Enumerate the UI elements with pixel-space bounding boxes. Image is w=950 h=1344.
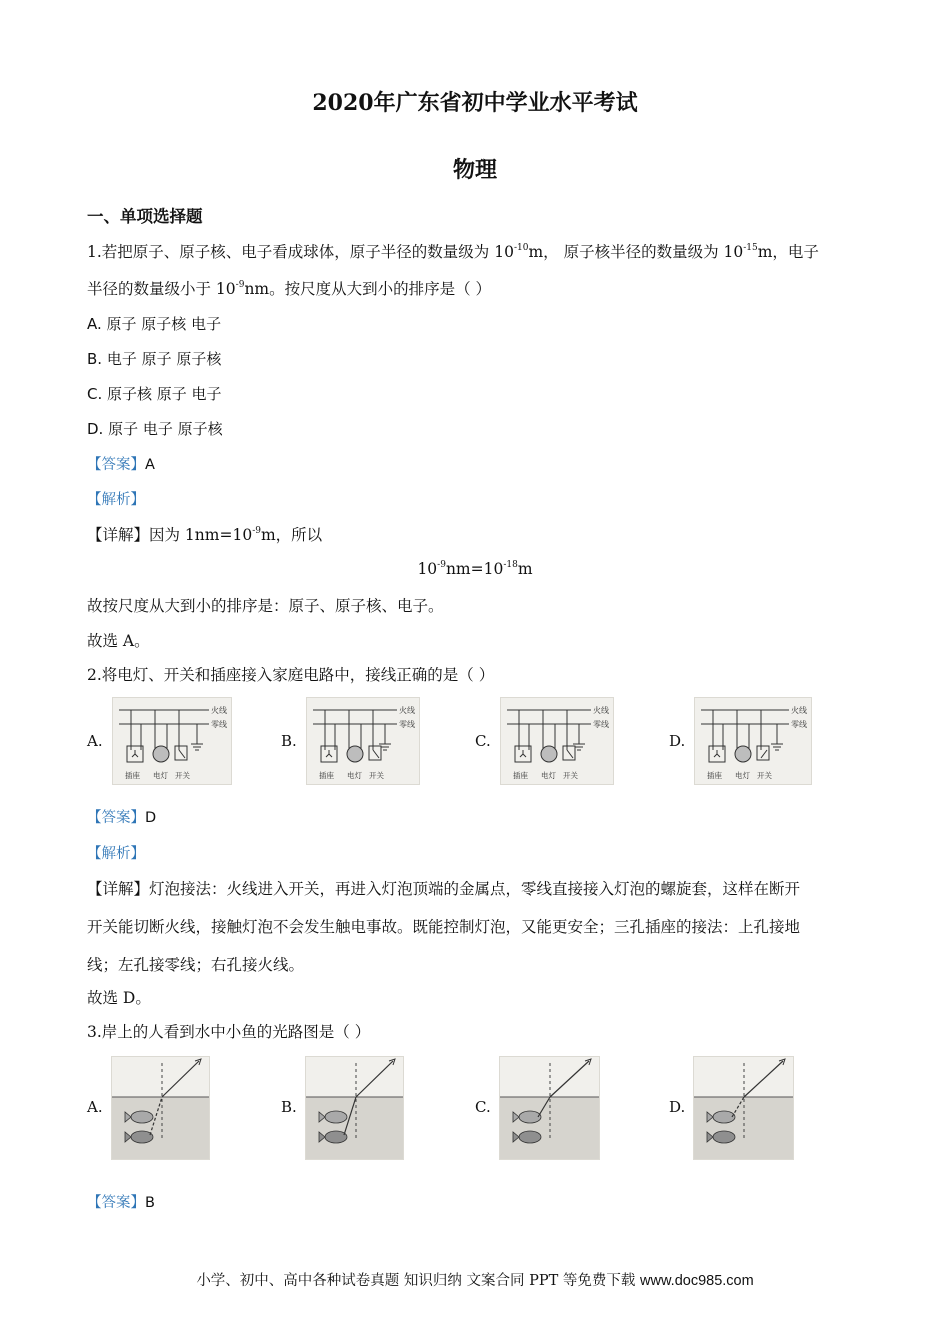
q3-option-b-figure bbox=[281, 1054, 411, 1160]
q3-option-c-label: C. bbox=[475, 1098, 491, 1116]
q3-option-d-figure bbox=[669, 1054, 799, 1160]
q2-detail-line1: 【详解】灯泡接法：火线进入开关，再进入灯泡顶端的金属点，零线直接接入灯泡的螺旋套，这样在断开 bbox=[87, 880, 801, 898]
svg-text:电灯: 电灯 bbox=[735, 771, 750, 780]
q3-option-a-label: A. bbox=[87, 1098, 103, 1116]
q2-option-c-figure bbox=[475, 697, 625, 785]
q2-choose: 故选 D。 bbox=[87, 989, 151, 1007]
q3-option-c-figure bbox=[475, 1054, 605, 1160]
svg-text:火线: 火线 bbox=[593, 706, 609, 715]
q1-option-d: D. 原子 电子 原子核 bbox=[87, 420, 223, 438]
circuit-diagram-a bbox=[112, 697, 232, 785]
circuit-diagram-b bbox=[306, 697, 420, 785]
q3-option-b-label: B. bbox=[281, 1098, 297, 1116]
q2-option-a-label: A. bbox=[87, 732, 103, 750]
svg-text:电灯: 电灯 bbox=[153, 771, 168, 780]
q1-answer: 【答案】A bbox=[87, 457, 155, 473]
q2-analysis-tag: 【解析】 bbox=[87, 846, 145, 862]
svg-text:开关: 开关 bbox=[563, 771, 578, 780]
answer-tag: 【答案】 bbox=[87, 457, 145, 473]
q3-figure-row bbox=[0, 1054, 950, 1160]
q2-detail-line2: 开关能切断火线，接触灯泡不会发生触电事故。既能控制灯泡，又能更安全；三孔插座的接法：上孔接地 bbox=[87, 918, 801, 936]
q3-option-d-label: D. bbox=[669, 1098, 686, 1116]
svg-text:火线: 火线 bbox=[211, 706, 227, 715]
q1-formula: $10^{-9}nm=10^{-18}m$ bbox=[417, 560, 533, 578]
q3-answer: 【答案】B bbox=[87, 1195, 155, 1211]
svg-text:开关: 开关 bbox=[175, 771, 190, 780]
svg-text:插座: 插座 bbox=[513, 771, 528, 780]
q1-choose: 故选 A。 bbox=[87, 632, 150, 650]
q1-option-b: B. 电子 原子 原子核 bbox=[87, 350, 222, 368]
exam-title: 2020年广东省初中学业水平考试 bbox=[312, 90, 638, 116]
circuit-diagram-c bbox=[500, 697, 614, 785]
svg-text:零线: 零线 bbox=[791, 720, 807, 729]
q2-option-a-figure bbox=[87, 697, 237, 785]
footer-link[interactable]: www.doc985.com bbox=[640, 1273, 754, 1289]
q2-option-b-label: B. bbox=[281, 732, 297, 750]
footer-text: 小学、初中、高中各种试卷真题 知识归纳 文案合同 PPT 等免费下载 bbox=[196, 1273, 636, 1289]
svg-text:电灯: 电灯 bbox=[347, 771, 362, 780]
q2-stem: 2.将电灯、开关和插座接入家庭电路中，接线正确的是（ ） bbox=[87, 666, 495, 684]
svg-text:火线: 火线 bbox=[791, 706, 807, 715]
q1-detail: 【详解】因为 $1nm=10^{-9}m$，所以 bbox=[87, 526, 323, 544]
subject-title: 物理 bbox=[452, 157, 497, 183]
page-footer bbox=[0, 1269, 950, 1290]
light-path-diagram-d bbox=[693, 1056, 794, 1160]
svg-text:开关: 开关 bbox=[757, 771, 772, 780]
q1-option-a: A. 原子 原子核 电子 bbox=[87, 315, 222, 333]
circuit-diagram-d bbox=[694, 697, 812, 785]
q2-option-d-label: D. bbox=[669, 732, 686, 750]
light-path-diagram-a bbox=[111, 1056, 210, 1160]
svg-text:插座: 插座 bbox=[125, 771, 140, 780]
q3-stem: 3.岸上的人看到水中小鱼的光路图是（ ） bbox=[87, 1023, 371, 1041]
svg-text:开关: 开关 bbox=[369, 771, 384, 780]
section-heading: 一、单项选择题 bbox=[87, 207, 203, 226]
q1-analysis-tag: 【解析】 bbox=[87, 492, 145, 508]
svg-text:零线: 零线 bbox=[399, 720, 415, 729]
svg-text:零线: 零线 bbox=[211, 720, 227, 729]
q2-option-c-label: C. bbox=[475, 732, 491, 750]
q1-stem-line1: 1.若把原子、原子核、电子看成球体，原子半径的数量级为 $10^{-10}m$， 原子核半径的数量级为 $10^{-15}m$，电子 bbox=[87, 243, 819, 261]
q2-option-b-figure bbox=[281, 697, 431, 785]
svg-text:零线: 零线 bbox=[593, 720, 609, 729]
q2-answer: 【答案】D bbox=[87, 810, 157, 826]
q2-figure-row bbox=[0, 697, 950, 785]
q1-conclusion: 故按尺度从大到小的排序是：原子、原子核、电子。 bbox=[87, 597, 444, 615]
light-path-diagram-c bbox=[499, 1056, 600, 1160]
q1-stem-line2: 半径的数量级小于 $10^{-9}nm$。按尺度从大到小的排序是（ ） bbox=[87, 280, 492, 298]
q3-option-a-figure bbox=[87, 1054, 217, 1160]
q2-detail-line3: 线；左孔接零线；右孔接火线。 bbox=[87, 956, 305, 974]
svg-text:电灯: 电灯 bbox=[541, 771, 556, 780]
svg-text:火线: 火线 bbox=[399, 706, 415, 715]
q2-option-d-figure bbox=[669, 697, 819, 785]
svg-text:插座: 插座 bbox=[319, 771, 334, 780]
q1-option-c: C. 原子核 原子 电子 bbox=[87, 385, 222, 403]
svg-text:插座: 插座 bbox=[707, 771, 722, 780]
light-path-diagram-b bbox=[305, 1056, 404, 1160]
